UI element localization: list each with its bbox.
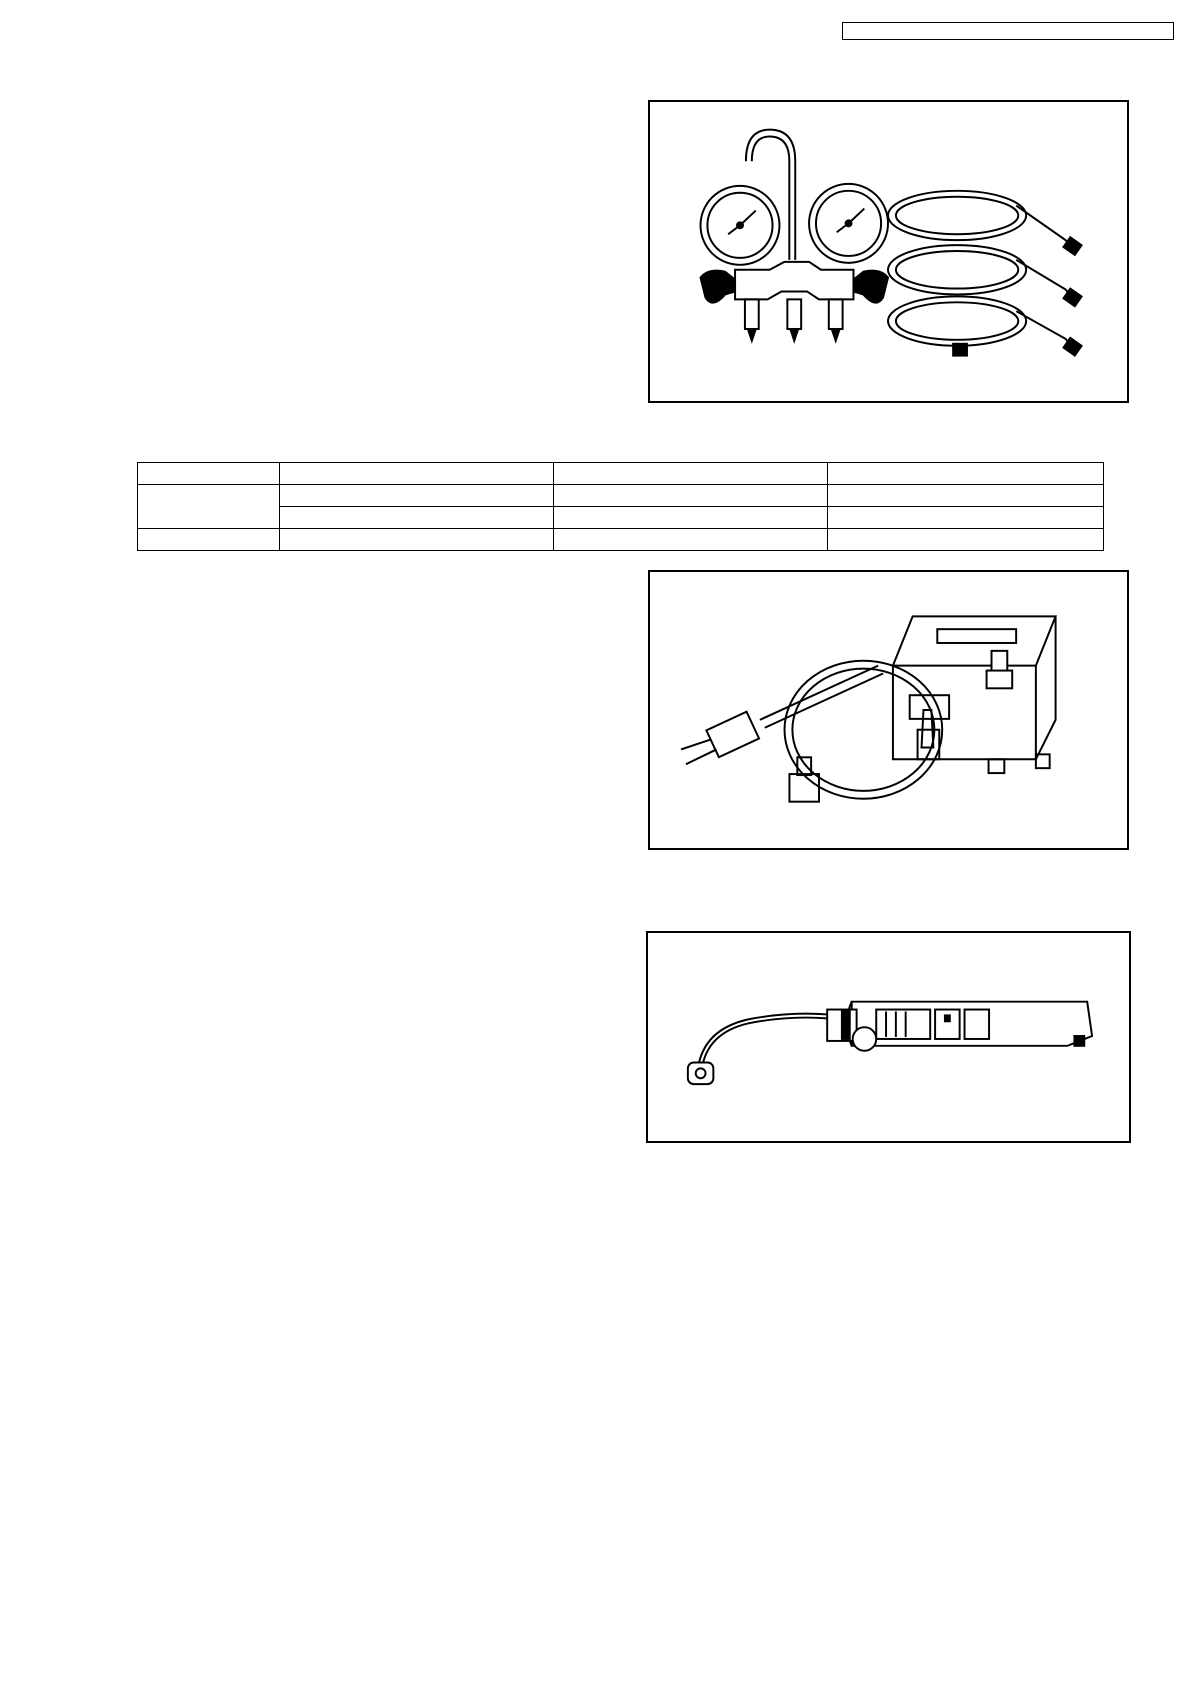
leak-detector-figure (646, 931, 1131, 1143)
table-row (138, 507, 1104, 529)
manifold-gauge-icon (650, 102, 1127, 401)
table-cell (280, 463, 554, 485)
header-model-box (842, 22, 1174, 40)
table-cell (138, 485, 280, 529)
manifold-gauge-figure (648, 100, 1129, 403)
table-row (138, 529, 1104, 551)
table-cell (554, 463, 828, 485)
table-cell (280, 485, 554, 507)
table-cell (554, 507, 828, 529)
vacuum-pump-figure (648, 570, 1129, 850)
table-cell (828, 485, 1104, 507)
table-row (138, 463, 1104, 485)
table-cell (554, 485, 828, 507)
vacuum-pump-icon (650, 572, 1127, 848)
table-cell (828, 529, 1104, 551)
table-cell (554, 529, 828, 551)
table-cell (138, 463, 280, 485)
table-cell (828, 463, 1104, 485)
leak-detector-icon (648, 933, 1129, 1141)
table-cell (138, 529, 280, 551)
table-row (138, 485, 1104, 507)
table-cell (280, 507, 554, 529)
table-cell (280, 529, 554, 551)
specification-table (137, 462, 1104, 551)
table-cell (828, 507, 1104, 529)
